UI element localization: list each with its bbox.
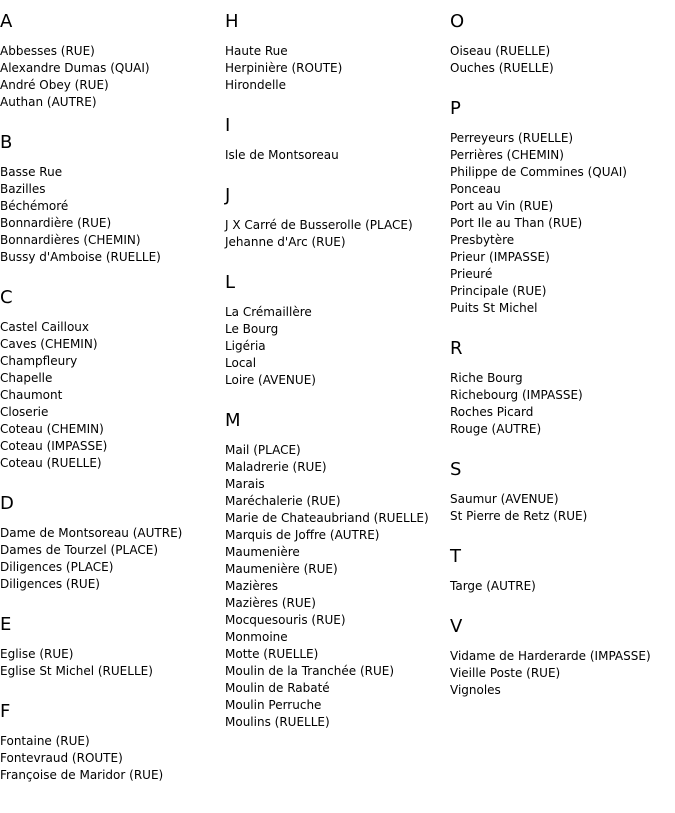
letter-section [225,410,450,731]
street-name: Maréchalerie (RUE) [225,494,341,508]
letter-section [450,98,675,317]
street-name: J X Carré de Busserolle (PLACE) [225,218,413,232]
section-letter-heading: L [225,272,236,293]
street-name: Eglise St Michel (RUELLE) [0,664,153,678]
street-name: Ponceau [450,182,501,196]
section-letter-heading: T [450,546,461,567]
street-name: La Crémaillère [225,305,312,319]
section-letter-heading: A [0,11,13,32]
letter-section [0,701,225,784]
street-name: Perreyeurs (RUELLE) [450,131,574,145]
street-name: Moulin de Rabaté [225,681,330,695]
street-list [450,43,675,77]
street-name: Monmoine [225,630,288,644]
letter-section [225,115,450,164]
street-name: Vieille Poste (RUE) [450,666,561,680]
street-name: Bonnardière (RUE) [0,216,112,230]
letter-section [0,11,225,111]
street-name: Roches Picard [450,405,534,419]
street-index-column [225,11,450,752]
street-name: Françoise de Maridor (RUE) [0,768,164,782]
section-letter-heading: I [225,115,231,136]
street-name: Moulin de la Tranchée (RUE) [225,664,395,678]
street-name: André Obey (RUE) [0,78,109,92]
letter-section [0,493,225,593]
letter-section [450,11,675,77]
street-name: Maumenière [225,545,300,559]
street-name: Saumur (AVENUE) [450,492,559,506]
street-name: Béchémoré [0,199,69,213]
street-list [0,164,225,266]
street-name: Basse Rue [0,165,63,179]
street-name: Presbytère [450,233,515,247]
street-name: Haute Rue [225,44,288,58]
street-name: Closerie [0,405,49,419]
street-name: Local [225,356,257,370]
section-letter-heading: P [450,98,461,119]
section-letter-heading: D [0,493,14,514]
street-name: Alexandre Dumas (QUAI) [0,61,150,75]
street-name: Coteau (CHEMIN) [0,422,104,436]
street-index-column [0,11,225,805]
street-name: Vignoles [450,683,501,697]
street-name: Mazières (RUE) [225,596,316,610]
street-index-column [450,11,675,720]
street-name: Philippe de Commines (QUAI) [450,165,627,179]
section-letter-heading: M [225,410,241,431]
street-name: Coteau (RUELLE) [0,456,102,470]
street-list [450,491,675,525]
street-name: Chaumont [0,388,63,402]
letter-section [0,287,225,472]
street-list [225,442,450,731]
street-name: Marais [225,477,265,491]
street-name: Coteau (IMPASSE) [0,439,108,453]
street-list [225,43,450,94]
letter-section [0,614,225,680]
street-name: Port Ile au Than (RUE) [450,216,583,230]
street-name: Bonnardières (CHEMIN) [0,233,141,247]
section-letter-heading: C [0,287,13,308]
letter-section [225,11,450,94]
street-name: Prieur (IMPASSE) [450,250,550,264]
street-list [450,130,675,317]
street-name: Moulins (RUELLE) [225,715,330,729]
street-name: Vidame de Harderarde (IMPASSE) [450,649,651,663]
street-name: Mazières [225,579,279,593]
section-letter-heading: S [450,459,462,480]
street-name: Rouge (AUTRE) [450,422,542,436]
street-name: Chapelle [0,371,53,385]
street-name: Hirondelle [225,78,287,92]
street-name: Ouches (RUELLE) [450,61,554,75]
street-name: Authan (AUTRE) [0,95,97,109]
section-letter-heading: J [225,185,231,206]
street-name: Prieuré [450,267,493,281]
street-name: Ligéria [225,339,266,353]
street-name: Moulin Perruche [225,698,322,712]
street-name: Maladrerie (RUE) [225,460,327,474]
letter-section [0,132,225,266]
letter-section [450,546,675,595]
section-letter-heading: V [450,616,463,637]
street-name: Puits St Michel [450,301,538,315]
letter-section [225,185,450,251]
street-name: Fontaine (RUE) [0,734,90,748]
letter-section [450,616,675,699]
street-list [225,304,450,389]
street-name: Maumenière (RUE) [225,562,338,576]
street-name: Marquis de Joffre (AUTRE) [225,528,380,542]
street-list [0,525,225,593]
street-name: Oiseau (RUELLE) [450,44,551,58]
street-name: Dame de Montsoreau (AUTRE) [0,526,183,540]
street-name: St Pierre de Retz (RUE) [450,509,588,523]
section-letter-heading: B [0,132,13,153]
street-name: Dames de Tourzel (PLACE) [0,543,159,557]
street-list [450,578,675,595]
street-list [0,319,225,472]
street-name: Richebourg (IMPASSE) [450,388,583,402]
street-name: Port au Vin (RUE) [450,199,554,213]
street-name: Abbesses (RUE) [0,44,95,58]
street-name: Mail (PLACE) [225,443,301,457]
street-name: Fontevraud (ROUTE) [0,751,123,765]
street-name: Diligences (PLACE) [0,560,114,574]
letter-section [450,459,675,525]
street-name: Marie de Chateaubriand (RUELLE) [225,511,429,525]
street-name: Perrières (CHEMIN) [450,148,564,162]
street-name: Castel Cailloux [0,320,90,334]
street-list [0,733,225,784]
street-list [0,646,225,680]
street-list [450,370,675,438]
street-name: Diligences (RUE) [0,577,100,591]
street-name: Bussy d'Amboise (RUELLE) [0,250,161,264]
street-name: Caves (CHEMIN) [0,337,98,351]
section-letter-heading: F [0,701,11,722]
street-name: Riche Bourg [450,371,523,385]
street-list [225,147,450,164]
street-name: Eglise (RUE) [0,647,74,661]
street-name: Herpinière (ROUTE) [225,61,343,75]
street-name: Le Bourg [225,322,279,336]
letter-section [450,338,675,438]
section-letter-heading: R [450,338,463,359]
street-name: Principale (RUE) [450,284,547,298]
street-name: Targe (AUTRE) [450,579,536,593]
street-name: Isle de Montsoreau [225,148,339,162]
section-letter-heading: H [225,11,239,32]
street-name: Champfleury [0,354,78,368]
street-name: Motte (RUELLE) [225,647,319,661]
street-list [450,648,675,699]
section-letter-heading: O [450,11,465,32]
street-name: Jehanne d'Arc (RUE) [225,235,346,249]
letter-section [225,272,450,389]
street-name: Mocquesouris (RUE) [225,613,346,627]
section-letter-heading: E [0,614,12,635]
street-list [225,217,450,251]
street-name: Bazilles [0,182,46,196]
street-name: Loire (AVENUE) [225,373,316,387]
street-list [0,43,225,111]
